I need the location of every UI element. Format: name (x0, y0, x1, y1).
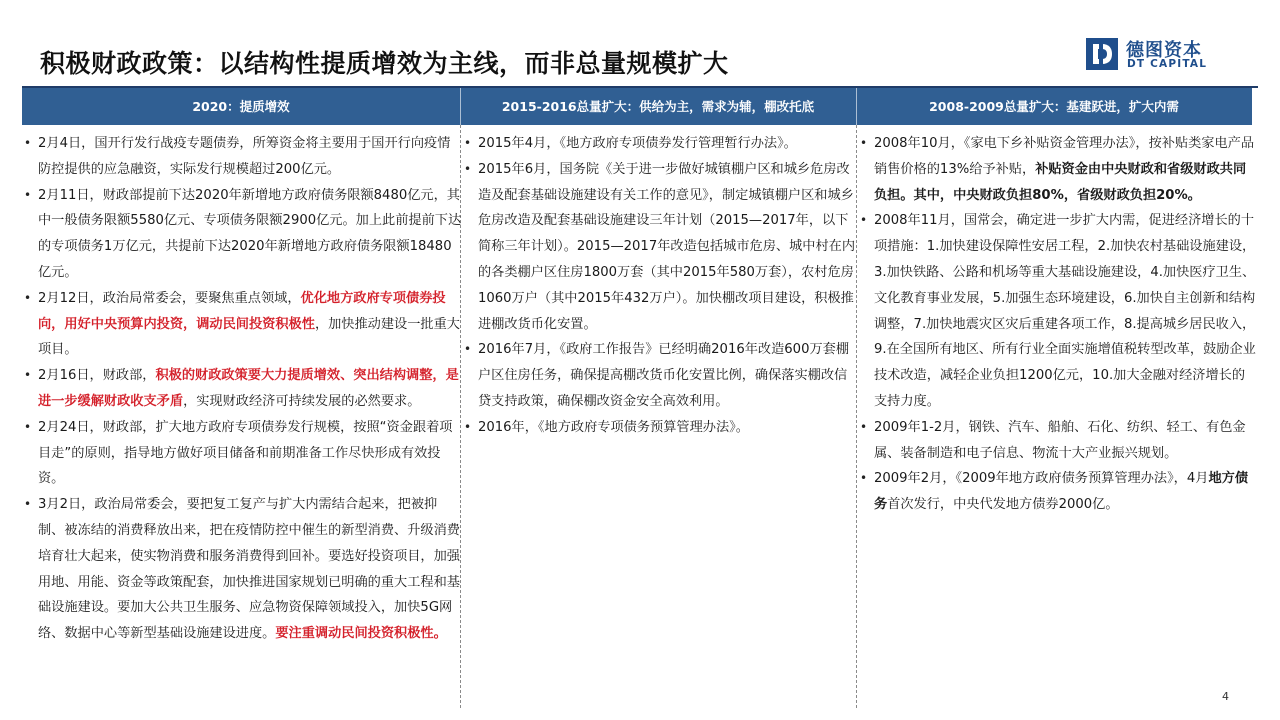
table-header (22, 88, 1252, 125)
bullet-item (464, 157, 860, 338)
bold-text: 补贴资金由中央财政和省级财政共同负担。其中，中央财政负担80%，省级财政负担20%。 (874, 161, 1247, 203)
bullet-item (24, 363, 462, 415)
body-text: ，加快推动建设一批重大项目。 (38, 316, 460, 358)
bullet-item (464, 415, 860, 441)
page-title: 积极财政政策：以结构性提质增效为主线，而非总量规模扩大 (40, 49, 729, 78)
bullet-item (464, 131, 860, 157)
body-text: 2008年11月，国常会，确定进一步扩大内需，促进经济增长的十项措施：1.加快建设保障性安居工程，2.加快农村基础设施建设，3.加快铁路、公路和机场等重大基础设施建设，4.加快医疗卫生、文化教育事业发展，5.加强生态环境建设，6.加快自主创新和结构调整，7.加快地震灾区灾后重建各项工作，8.提高城乡居民收入，9.在全国所有地区、所有行业全面实施增值税转型改革，鼓励企业技术改造，减轻企业负担1200亿元，10.加大金融对经济增长的支持力度。 (874, 213, 1256, 409)
page-number: 4 (1222, 690, 1229, 703)
body-text: 2009年2月，《2009年地方政府债务预算管理办法》，4月 (874, 471, 1209, 487)
column-header-2015-2016: 2015-2016总量扩大：供给为主，需求为辅，棚改托底 (501, 99, 815, 114)
bullet-item (24, 183, 462, 286)
body-text: 2月24日，财政部，扩大地方政府专项债券发行规模，按照“资金跟着项目走”的原则，指导地方做好项目储备和前期准备工作尽快形成有效投资。 (38, 419, 453, 487)
bullet-item (24, 286, 462, 363)
company-logo (1086, 36, 1256, 74)
highlight-text: 积极的财政政策要大力提质增效、突出结构调整，是进一步缓解财政收支矛盾 (38, 368, 459, 409)
body-text: 2016年7月，《政府工作报告》已经明确2016年改造600万套棚户区住房任务，确保提高棚改货币化安置比例，确保落实棚改信贷支持政策，确保棚改资金安全高效利用。 (478, 342, 850, 409)
bullet-item (860, 131, 1256, 208)
body-text: 2008年10月，《家电下乡补贴资金管理办法》，按补贴类家电产品销售价格的13%给予补贴， (874, 136, 1255, 177)
bold-text: 地方债务 (874, 471, 1249, 513)
body-text: 2016年，《地方政府专项债务预算管理办法》。 (478, 419, 749, 435)
column-header-2008-2009: 2008-2009总量扩大：基建跃进，扩大内需 (929, 99, 1179, 114)
body-text: 2月16日，财政部， (38, 368, 156, 384)
highlight-text: 要注重调动民间投资积极性。 (275, 626, 447, 642)
bullet-item (24, 492, 462, 647)
body-text: 2月4日，国开行发行战疫专题债券，所筹资金将主要用于国开行向疫情防控提供的应急融资，实际发行规模超过200亿元。 (38, 136, 451, 177)
logo-text-cn: 德图资本 (1126, 40, 1202, 61)
bullet-item (464, 337, 860, 414)
body-text: 首次发行，中央代发地方债券2000亿。 (887, 497, 1119, 513)
body-text: ，实现财政经济可持续发展的必然要求。 (183, 393, 421, 409)
bullet-item (860, 466, 1256, 518)
column-header-2020: 2020：提质增效 (192, 99, 290, 114)
body-text: 2月11日，财政部提前下达2020年新增地方政府债务限额8480亿元，其中一般债务限额5580亿元、专项债务限额2900亿元。加上此前提前下达的专项债务1万亿元，共提前下达2020年新增地方政府债务限额18480亿元。 (38, 187, 462, 280)
column-2015-2016 (464, 131, 860, 441)
body-text: 2015年6月，国务院《关于进一步做好城镇棚户区和城乡危房改造及配套基础设施建设有关工作的意见》，制定城镇棚户区和城乡危房改造及配套基础设施建设三年计划（2015—2017年，以下简称三年计划）。2015—2017年改造包括城市危房、城中村在内的各类棚户区住房1800万套（其中2015年580万套），农村危房1060万户（其中2015年432万户）。加快棚改项目建设，积极推进棚改货币化安置。 (478, 161, 856, 332)
body-text: 2月12日，政治局常委会，要聚焦重点领域， (38, 290, 301, 306)
body-text: 2009年1-2月，钢铁、汽车、船舶、石化、纺织、轻工、有色金属、装备制造和电子信息、物流十大产业振兴规划。 (874, 419, 1246, 461)
column-2008-2009 (860, 131, 1256, 518)
highlight-text: 优化地方政府专项债券投向，用好中央预算内投资，调动民间投资积极性 (38, 290, 446, 332)
logo-text-en: DT CAPITAL (1127, 58, 1208, 70)
bullet-item (24, 415, 462, 492)
column-2020 (24, 131, 462, 647)
bullet-item (24, 131, 462, 183)
dt-logo-icon (1086, 38, 1118, 70)
body-text: 3月2日，政治局常委会，要把复工复产与扩大内需结合起来，把被抑制、被冻结的消费释放出来，把在疫情防控中催生的新型消费、升级消费培育壮大起来，使实物消费和服务消费得到回补。要选好投资项目，加强用地、用能、资金等政策配套，加快推进国家规划已明确的重大工程和基础设施建设。要加大公共卫生服务、应急物资保障领域投入，加快5G网络、数据中心等新型基础设施建设进度。 (38, 497, 460, 642)
body-text: 2015年4月，《地方政府专项债券发行管理暂行办法》。 (478, 136, 797, 151)
header-divider (460, 88, 461, 125)
bullet-item (860, 415, 1256, 467)
header-divider (856, 88, 857, 125)
bullet-item (860, 208, 1256, 414)
